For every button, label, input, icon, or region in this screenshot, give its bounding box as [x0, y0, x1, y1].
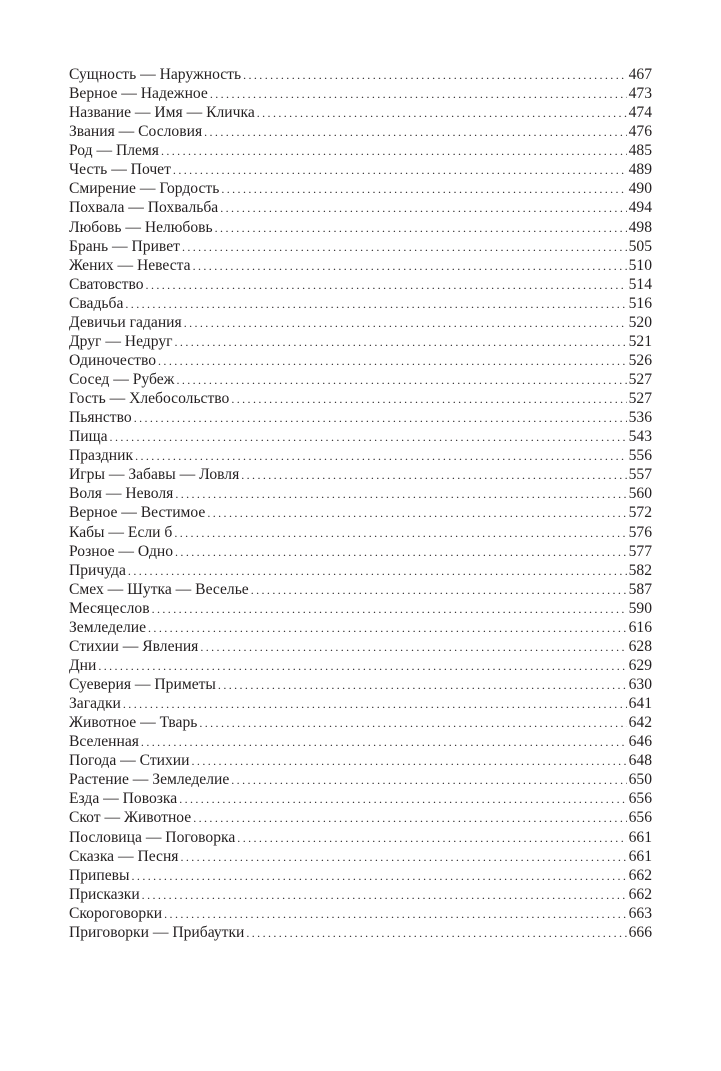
- toc-entry: [69, 218, 652, 237]
- toc-entry: [69, 122, 652, 141]
- toc-entry-title: Сущность — Наружность: [69, 66, 242, 83]
- dot-leader: [231, 390, 626, 409]
- dot-leader: [199, 714, 626, 733]
- toc-entry: [69, 84, 652, 103]
- toc-entry-title: Похвала — Похвальба: [69, 199, 219, 217]
- dot-leader: [243, 66, 627, 85]
- toc-entry-title: Месяцеслов: [69, 599, 150, 617]
- dot-leader: [207, 504, 626, 523]
- dot-leader: [134, 409, 627, 428]
- toc-entry-title: Земледелие: [69, 618, 147, 636]
- toc-entry-title: Честь — Почет: [69, 161, 171, 179]
- dot-leader: [237, 829, 626, 848]
- toc-entry: [69, 484, 652, 503]
- toc-entry: [69, 237, 652, 256]
- dot-leader: [184, 314, 627, 333]
- toc-entry-title: Вселенная: [69, 733, 139, 751]
- toc-entry-page-number: 662: [628, 866, 652, 884]
- toc-entry: [69, 656, 652, 675]
- toc-entry: [69, 275, 652, 294]
- toc-entry-page-number: 582: [628, 561, 652, 579]
- dot-leader: [164, 905, 626, 924]
- toc-entry-title: Приговорки — Прибаутки: [69, 923, 245, 941]
- toc-entry-title: Растение — Земледелие: [69, 771, 230, 789]
- toc-entry: [69, 408, 652, 427]
- toc-entry: [69, 523, 652, 542]
- toc-entry: [69, 618, 652, 637]
- toc-entry-page-number: 510: [628, 256, 652, 274]
- dot-leader: [215, 219, 627, 238]
- dot-leader: [98, 657, 626, 676]
- toc-entry-page-number: 616: [628, 618, 652, 636]
- toc-entry-title: Девичьи гадания: [69, 313, 182, 331]
- toc-entry-page-number: 521: [628, 332, 652, 350]
- dot-leader: [182, 238, 627, 257]
- toc-entry-title: Припевы: [69, 866, 130, 884]
- toc-entry-title: Скороговорки: [69, 904, 163, 922]
- dot-leader: [176, 371, 626, 390]
- toc-entry-page-number: 490: [628, 180, 652, 198]
- toc-entry-page-number: 572: [628, 504, 652, 522]
- toc-entry-title: Свадьба: [69, 294, 124, 312]
- toc-entry: [69, 427, 652, 446]
- toc-entry: [69, 446, 652, 465]
- dot-leader: [173, 161, 627, 180]
- dot-leader: [128, 562, 627, 581]
- toc-entry-title: Стихии — Явления: [69, 637, 199, 655]
- toc-entry: [69, 866, 652, 885]
- toc-entry-page-number: 473: [628, 85, 652, 103]
- dot-leader: [246, 924, 626, 943]
- toc-entry-page-number: 557: [628, 466, 652, 484]
- toc-entry: [69, 503, 652, 522]
- toc-entry: [69, 198, 652, 217]
- toc-entry: [69, 885, 652, 904]
- toc-entry: [69, 103, 652, 122]
- toc-entry-title: Друг — Недруг: [69, 332, 173, 350]
- toc-entry-page-number: 498: [628, 218, 652, 236]
- toc-entry-page-number: 556: [628, 447, 652, 465]
- toc-entry: [69, 580, 652, 599]
- toc-entry-page-number: 648: [628, 752, 652, 770]
- dot-leader: [148, 619, 627, 638]
- toc-entry: [69, 694, 652, 713]
- toc-entry: [69, 599, 652, 618]
- toc-entry-page-number: 474: [628, 104, 652, 122]
- toc-entry-page-number: 661: [628, 828, 652, 846]
- toc-entry-title: Погода — Стихии: [69, 752, 190, 770]
- toc-entry-title: Животное — Тварь: [69, 714, 198, 732]
- dot-leader: [192, 752, 627, 771]
- toc-entry: [69, 847, 652, 866]
- toc-entry-title: Смех — Шутка — Веселье: [69, 580, 249, 598]
- toc-entry-page-number: 516: [628, 294, 652, 312]
- toc-entry-page-number: 590: [628, 599, 652, 617]
- toc-entry-title: Сватовство: [69, 275, 144, 293]
- dot-leader: [221, 180, 626, 199]
- toc-entry: [69, 770, 652, 789]
- dot-leader: [161, 142, 627, 161]
- toc-entry-page-number: 630: [628, 676, 652, 693]
- toc-entry: [69, 561, 652, 580]
- toc-entry-title: Род — Племя: [69, 142, 159, 160]
- toc-entry-title: Брань — Привет: [69, 237, 180, 255]
- toc-entry-page-number: 526: [628, 351, 652, 369]
- dot-leader: [142, 886, 627, 905]
- toc-entry: [69, 313, 652, 332]
- toc-entry-title: Гость — Хлебосольство: [69, 390, 230, 408]
- dot-leader: [193, 809, 626, 828]
- toc-entry-title: Пьянство: [69, 409, 132, 427]
- toc-entry: [69, 828, 652, 847]
- toc-entry-page-number: 543: [628, 428, 652, 446]
- dot-leader: [146, 276, 627, 295]
- toc-entry-title: Загадки: [69, 695, 121, 713]
- toc-entry: [69, 332, 652, 351]
- toc-entry-title: Верное — Надежное: [69, 85, 208, 103]
- toc-entry-page-number: 527: [628, 371, 652, 388]
- toc-entry-title: Сказка — Песня: [69, 847, 179, 865]
- toc-entry-page-number: 489: [628, 161, 652, 179]
- dot-leader: [175, 485, 626, 504]
- toc-entry-page-number: 662: [628, 885, 652, 903]
- toc-entry-title: Верное — Вестимое: [69, 504, 206, 522]
- dot-leader: [135, 447, 627, 466]
- toc-entry: [69, 732, 652, 751]
- toc-entry: [69, 141, 652, 160]
- toc-entry: [69, 465, 652, 484]
- dot-leader: [158, 352, 627, 371]
- toc-entry-page-number: 514: [628, 275, 652, 293]
- dot-leader: [200, 638, 626, 657]
- toc-entry: [69, 389, 652, 408]
- toc-entry: [69, 351, 652, 370]
- dot-leader: [210, 85, 627, 104]
- table-of-contents: [69, 65, 652, 942]
- toc-entry-title: Суеверия — Приметы: [69, 676, 216, 693]
- toc-entry: [69, 675, 652, 694]
- toc-entry-page-number: 666: [628, 923, 652, 941]
- toc-entry-page-number: 520: [628, 313, 652, 331]
- toc-entry-title: Скот — Животное: [69, 809, 192, 827]
- toc-entry-page-number: 560: [628, 485, 652, 503]
- toc-entry-title: Присказки: [69, 885, 140, 903]
- toc-entry-page-number: 587: [628, 580, 652, 598]
- toc-entry-page-number: 628: [628, 637, 652, 655]
- dot-leader: [132, 867, 627, 886]
- toc-entry-page-number: 527: [628, 390, 652, 408]
- dot-leader: [175, 543, 627, 562]
- toc-entry-page-number: 641: [628, 695, 652, 713]
- toc-entry: [69, 713, 652, 732]
- toc-entry-title: Пословица — Поговорка: [69, 828, 236, 846]
- dot-leader: [257, 104, 627, 123]
- toc-entry-title: Название — Имя — Кличка: [69, 104, 255, 122]
- toc-entry-page-number: 656: [628, 790, 652, 808]
- dot-leader: [152, 600, 627, 619]
- dot-leader: [125, 295, 626, 314]
- toc-entry-page-number: 536: [628, 409, 652, 427]
- toc-entry-title: Причуда: [69, 561, 126, 579]
- dot-leader: [180, 848, 626, 867]
- toc-entry: [69, 160, 652, 179]
- toc-entry-page-number: 485: [628, 142, 652, 160]
- dot-leader: [220, 199, 626, 218]
- dot-leader: [251, 581, 627, 600]
- toc-entry-page-number: 476: [628, 123, 652, 141]
- toc-entry-page-number: 661: [628, 847, 652, 865]
- toc-entry-title: Любовь — Нелюбовь: [69, 218, 213, 236]
- toc-entry: [69, 294, 652, 313]
- toc-entry-title: Сосед — Рубеж: [69, 371, 175, 388]
- toc-entry-title: Езда — Повозка: [69, 790, 178, 808]
- toc-entry-page-number: 656: [628, 809, 652, 827]
- toc-entry: [69, 179, 652, 198]
- toc-entry-title: Дни: [69, 656, 97, 674]
- dot-leader: [204, 123, 626, 142]
- toc-entry: [69, 637, 652, 656]
- toc-entry-page-number: 494: [628, 199, 652, 217]
- toc-entry: [69, 751, 652, 770]
- toc-entry-page-number: 629: [628, 656, 652, 674]
- toc-entry: [69, 256, 652, 275]
- toc-entry: [69, 542, 652, 561]
- toc-entry-page-number: 467: [628, 66, 652, 83]
- dot-leader: [241, 466, 626, 485]
- dot-leader: [110, 428, 627, 447]
- dot-leader: [231, 771, 626, 790]
- dot-leader: [174, 524, 626, 543]
- toc-entry-title: Одиночество: [69, 351, 157, 369]
- toc-entry-title: Розное — Одно: [69, 542, 174, 560]
- toc-entry-title: Праздник: [69, 447, 134, 465]
- toc-entry-title: Смирение — Гордость: [69, 180, 220, 198]
- toc-entry-page-number: 505: [628, 237, 652, 255]
- dot-leader: [218, 676, 627, 695]
- toc-entry-page-number: 577: [628, 542, 652, 560]
- toc-entry-title: Кабы — Если б: [69, 523, 173, 541]
- toc-entry: [69, 65, 652, 84]
- toc-entry-title: Игры — Забавы — Ловля: [69, 466, 240, 484]
- toc-entry: [69, 904, 652, 923]
- toc-entry-page-number: 663: [628, 904, 652, 922]
- dot-leader: [175, 333, 627, 352]
- toc-entry-title: Звания — Сословия: [69, 123, 203, 141]
- toc-entry-page-number: 650: [628, 771, 652, 789]
- toc-entry-page-number: 646: [628, 733, 652, 751]
- toc-entry: [69, 808, 652, 827]
- dot-leader: [193, 257, 627, 276]
- dot-leader: [141, 733, 627, 752]
- toc-entry-page-number: 642: [628, 714, 652, 732]
- toc-entry: [69, 923, 652, 942]
- toc-entry-page-number: 576: [628, 523, 652, 541]
- dot-leader: [123, 695, 627, 714]
- toc-entry-title: Жених — Невеста: [69, 256, 191, 274]
- toc-entry-title: Воля — Неволя: [69, 485, 174, 503]
- dot-leader: [179, 790, 626, 809]
- toc-entry: [69, 789, 652, 808]
- toc-entry-title: Пища: [69, 428, 108, 446]
- toc-entry: [69, 370, 652, 389]
